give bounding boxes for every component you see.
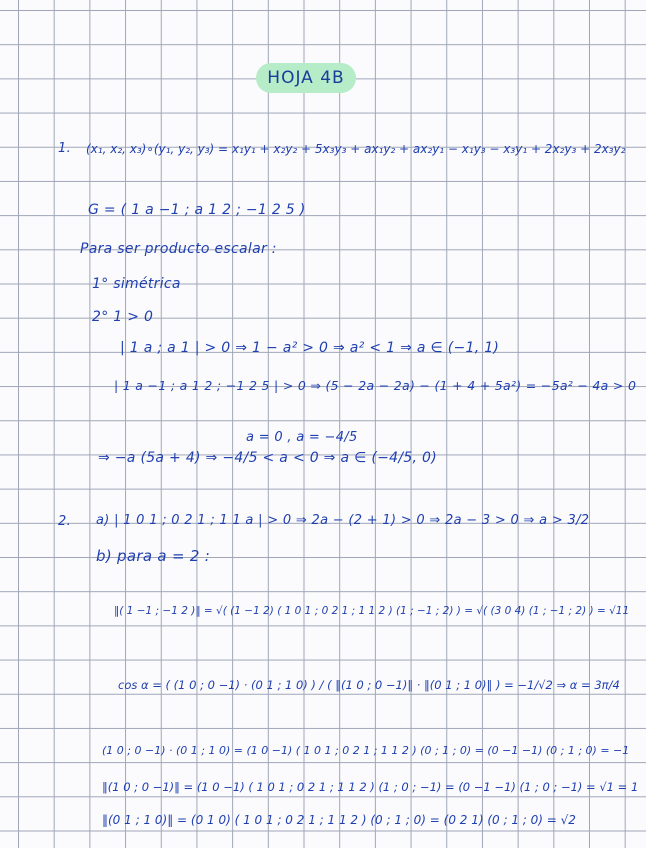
exercise-1-minor-3: | 1 a −1 ; a 1 2 ; −1 2 5 | > 0 ⇒ (5 − 2a − 2a) − (1 + 4 + 5a²) = −5a² − 4a > 0 (114, 378, 637, 393)
exercise-2-part-b: b) para a = 2 : (96, 547, 211, 565)
exercise-2-dot-product: (1 0 ; 0 −1) · (0 1 ; 1 0) = (1 0 −1) ( 1 0 1 ; 0 2 1 ; 1 1 2 ) (0 ; 1 ; 0) = (0 −1 −1) (0 ; 1 ; 0) = −1 (102, 744, 630, 757)
exercise-1-number: 1. (58, 141, 72, 156)
exercise-1-condition-minor-1: 2° 1 > 0 (92, 309, 154, 325)
exercise-1-minor-2: | 1 a ; a 1 | > 0 ⇒ 1 − a² > 0 ⇒ a² < 1 ⇒ a ∈ (−1, 1) (120, 340, 500, 356)
exercise-1-result: ⇒ −a (5a + 4) ⇒ −4/5 < a < 0 ⇒ a ∈ (−4/5, 0) (98, 450, 438, 466)
exercise-2-norm: ‖( 1 −1 ; −1 2 )‖ = √( (1 −1 2) ( 1 0 1 ; 0 2 1 ; 1 1 2 ) (1 ; −1 ; 2) ) = √( (3 0 4) (1 ; −1 ; 2) ) = √11 (114, 605, 630, 617)
exercise-2-norm-second: ‖(0 1 ; 1 0)‖ = (0 1 0) ( 1 0 1 ; 0 2 1 ; 1 1 2 ) (0 ; 1 ; 0) = (0 2 1) (0 ; 1 ; 0) = √2 (102, 813, 576, 827)
exercise-1-condition-symmetric: 1° simétrica (92, 276, 181, 292)
exercise-2-norm-first: ‖(1 0 ; 0 −1)‖ = (1 0 −1) ( 1 0 1 ; 0 2 1 ; 1 1 2 ) (1 ; 0 ; −1) = (0 −1 −1) (1 ; 0 ; −1) = √1 = 1 (102, 780, 639, 794)
exercise-1-gram-matrix: G = ( 1 a −1 ; a 1 2 ; −1 2 5 ) (88, 202, 306, 218)
exercise-1-para-heading: Para ser producto escalar : (80, 241, 277, 257)
exercise-1-product-definition: (x₁, x₂, x₃)∘(y₁, y₂, y₃) = x₁y₁ + x₂y₂ + 5x₃y₃ + ax₁y₂ + ax₂y₁ − x₁y₃ − x₃y₁ + 2x₂y₃ + 2x₃y₂ (86, 142, 626, 156)
exercise-1-roots: a = 0 , a = −4/5 (246, 430, 358, 445)
page-title: HOJA 4B (256, 63, 356, 93)
exercise-2-number: 2. (58, 514, 72, 529)
exercise-2-part-a: a) | 1 0 1 ; 0 2 1 ; 1 1 a | > 0 ⇒ 2a − (2 + 1) > 0 ⇒ 2a − 3 > 0 ⇒ a > 3/2 (96, 513, 590, 528)
exercise-2-cosine: cos α = ( (1 0 ; 0 −1) · (0 1 ; 1 0) ) / ( ‖(1 0 ; 0 −1)‖ · ‖(0 1 ; 1 0)‖ ) = −1/√2 ⇒ α = 3π/4 (118, 678, 620, 692)
